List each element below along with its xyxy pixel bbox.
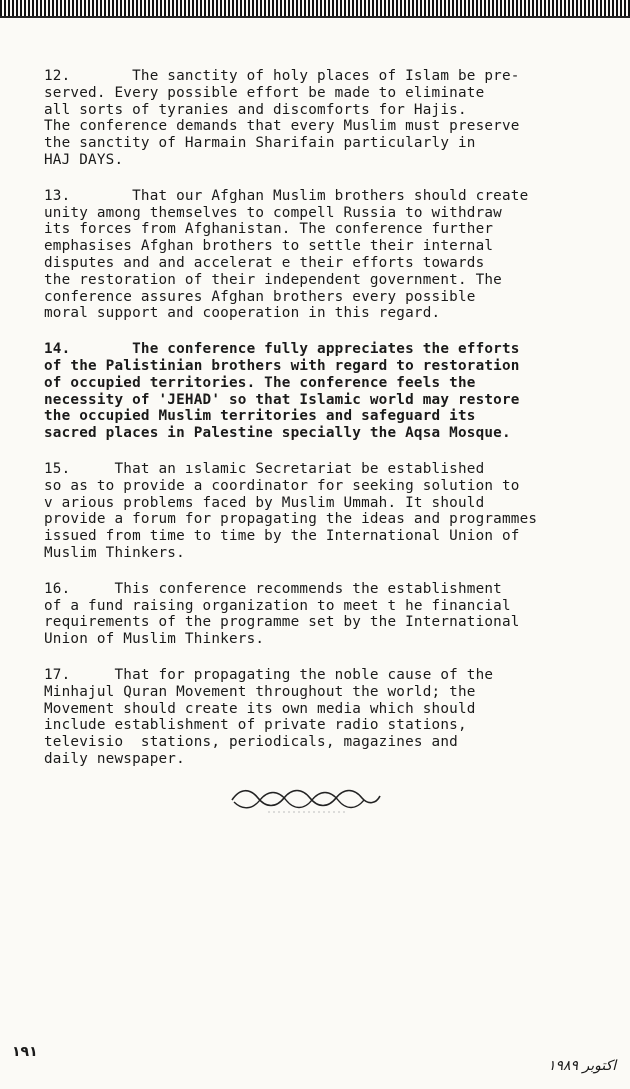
- paragraph-line: of a fund raising organization to meet t he financial: [44, 597, 511, 614]
- paragraph-12: [44, 68, 604, 169]
- top-border-rule: [0, 0, 630, 16]
- paragraph-line: 12. The sanctity of holy places of Islam be pre-: [44, 68, 520, 84]
- paragraph-line: Movement should create its own media which should: [44, 700, 476, 717]
- paragraph-line: 13. That our Afghan Muslim brothers should create: [44, 187, 529, 204]
- paragraph-15: [44, 461, 604, 562]
- paragraph-line: disputes and and accelerat e their efforts towards: [44, 254, 485, 271]
- paragraph-line: requirements of the programme set by the International: [44, 614, 520, 631]
- paragraph-line: Muslim Thinkers.: [44, 544, 185, 561]
- paragraph-line: so as to provide a coordinator for seeking solution to: [44, 477, 520, 494]
- paragraph-line: include establishment of private radio stations,: [44, 717, 467, 734]
- paragraph-line: issued from time to time by the International Union of: [44, 528, 520, 545]
- document-body: [44, 68, 604, 787]
- paragraph-line: all sorts of tyranies and discomforts for Hajis.: [44, 101, 467, 118]
- page-number: ١٩١: [12, 1044, 38, 1060]
- paragraph-line: 15. That an ıslamic Secretariat be established: [44, 460, 485, 477]
- paragraph-line: the occupied Muslim territories and safeguard its: [44, 408, 476, 425]
- paragraph-line: Minhajul Quran Movement throughout the world; the: [44, 683, 476, 700]
- paragraph-line: 16. This conference recommends the establishment: [44, 580, 502, 597]
- paragraph-line: of the Palistinian brothers with regard to restoration: [44, 357, 520, 374]
- paragraph-line: moral support and cooperation in this regard.: [44, 305, 441, 322]
- paragraph-line: the restoration of their independent government. The: [44, 271, 502, 288]
- paragraph-line: the sanctity of Harmain Sharifain particularly in: [44, 135, 476, 152]
- paragraph-line: conference assures Afghan brothers every possible: [44, 288, 476, 305]
- paragraph-14: [44, 341, 604, 442]
- paragraph-line: emphasises Afghan brothers to settle their internal: [44, 238, 494, 255]
- paragraph-line: provide a forum for propagating the ideas and programmes: [44, 511, 538, 528]
- paragraph-line: of occupied territories. The conference feels the: [44, 374, 476, 391]
- paragraph-line: its forces from Afghanistan. The conference further: [44, 221, 494, 238]
- paragraph-line: HAJ DAYS.: [44, 151, 124, 168]
- paragraph-line: sacred places in Palestine specially the Aqsa Mosque.: [44, 425, 511, 442]
- paragraph-17: [44, 667, 604, 768]
- paragraph-line: televisio stations, periodicals, magazines and: [44, 734, 458, 751]
- scroll-ornament-icon: [228, 782, 384, 816]
- paragraph-line: v arious problems faced by Muslim Ummah. It should: [44, 494, 485, 511]
- paragraph-line: 14. The conference fully appreciates the efforts: [44, 341, 520, 358]
- paragraph-16: [44, 581, 604, 648]
- paragraph-line: 17. That for propagating the noble cause of the: [44, 666, 494, 683]
- paragraph-line: unity among themselves to compell Russia to withdraw: [44, 204, 502, 221]
- paragraph-line: daily newspaper.: [44, 750, 185, 767]
- footer-date-note: اکتوبر ۱۹۸۹: [548, 1058, 617, 1074]
- paragraph-line: served. Every possible effort be made to eliminate: [44, 84, 485, 101]
- paragraph-line: Union of Muslim Thinkers.: [44, 631, 265, 648]
- paragraph-line: The conference demands that every Muslim must preserve: [44, 118, 520, 135]
- paragraph-13: [44, 188, 604, 322]
- paragraph-line: necessity of 'JEHAD' so that Islamic world may restore: [44, 391, 520, 408]
